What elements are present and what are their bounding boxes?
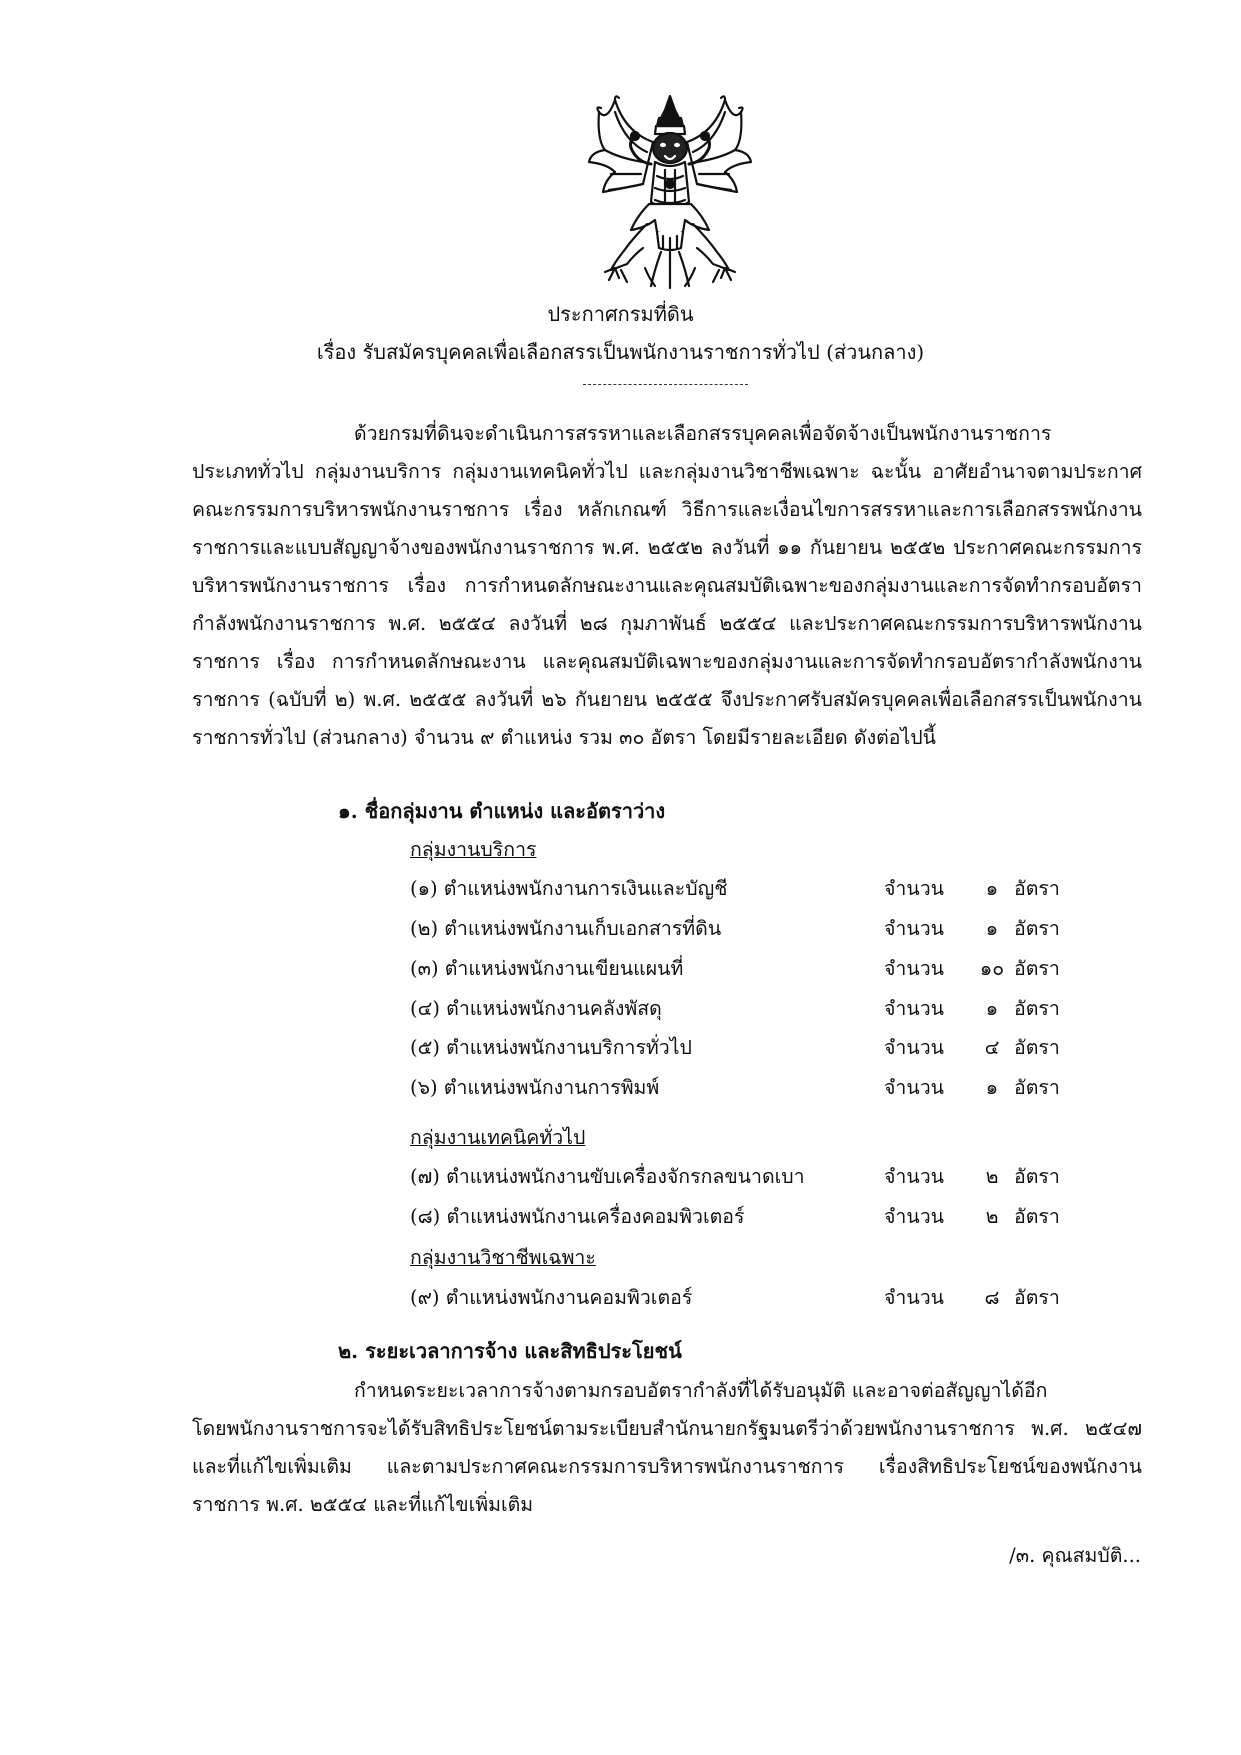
unit-label: อัตรา xyxy=(1014,1036,1060,1059)
unit-label: อัตรา xyxy=(1014,957,1060,980)
group-heading-technical: กลุ่มงานเทคนิคทั่วไป xyxy=(410,1126,586,1149)
position-row xyxy=(410,1161,1060,1197)
announcement-subject: เรื่อง รับสมัครบุคคลเพื่อเลือกสรรเป็นพนักงานราชการทั่วไป (ส่วนกลาง) xyxy=(316,340,925,364)
unit-label: อัตรา xyxy=(1014,1165,1060,1188)
position-name: (๓) ตำแหน่งพนักงานเขียนแผนที่ xyxy=(410,957,684,980)
count-label: จำนวน xyxy=(884,1205,944,1228)
count-label: จำนวน xyxy=(884,1165,944,1188)
section-2-body: โดยพนักงานราชการจะได้รับสิทธิประโยชน์ตามระเบียบสำนักนายกรัฐมนตรีว่าด้วยพนักงานราชการ พ.ศ. ๒๕๔๗ และที่แก้ไขเพิ่มเติม และตามประกาศคณะกรรมการบริหารพนักงานราชการ เรื่องสิทธิประโยชน์ของพนักงานราชการ พ.ศ. ๒๕๕๔ และที่แก้ไขเพิ่มเติม xyxy=(192,1417,1142,1516)
position-name: (๖) ตำแหน่งพนักงานการพิมพ์ xyxy=(410,1076,660,1099)
continuation-note: /๓. คุณสมบัติ... xyxy=(1009,1544,1141,1567)
section-2-heading: ๒. ระยะเวลาการจ้าง และสิทธิประโยชน์ xyxy=(338,1339,682,1363)
count-label: จำนวน xyxy=(884,997,944,1020)
position-count: ๑ xyxy=(985,917,999,940)
intro-body: ประเภททั่วไป กลุ่มงานบริการ กลุ่มงานเทคนิคทั่วไป และกลุ่มงานวิชาชีพเฉพาะ ฉะนั้น อาศัยอำนาจตามประกาศคณะกรรมการบริหารพนักงานราชการ เรื่อง หลักเกณฑ์ วิธีการและเงื่อนไขการสรรหาและการเลือกสรรพนักงานราชการและแบบสัญญาจ้างของพนักงานราชการ พ.ศ. ๒๕๕๒ ลงวันที่ ๑๑ กันยายน ๒๕๕๒ ประกาศคณะกรรมการบริหารพนักงานราชการ เรื่อง การกำหนดลักษณะงานและคุณสมบัติเฉพาะของกลุ่มงานและการจัดทำกรอบอัตรากำลังพนักงานราชการ พ.ศ. ๒๕๕๔ ลงวันที่ ๒๘ กุมภาพันธ์ ๒๕๕๔ และประกาศคณะกรรมการบริหารพนักงานราชการ เรื่อง การกำหนดลักษณะงาน และคุณสมบัติเฉพาะของกลุ่มงานและการจัดทำกรอบอัตรากำลังพนักงานราชการ (ฉบับที่ ๒) พ.ศ. ๒๕๕๕ ลงวันที่ ๒๖ กันยายน ๒๕๕๕ จึงประกาศรับสมัครบุคคลเพื่อเลือกสรรเป็นพนักงานราชการทั่วไป (ส่วนกลาง) จำนวน ๙ ตำแหน่ง รวม ๓๐ อัตรา โดยมีรายละเอียด ดังต่อไปนี้ xyxy=(192,460,1142,749)
position-count: ๑ xyxy=(985,997,999,1020)
count-label: จำนวน xyxy=(884,1286,944,1309)
group-heading-professional: กลุ่มงานวิชาชีพเฉพาะ xyxy=(410,1246,596,1269)
position-row xyxy=(410,1201,1060,1237)
dashed-divider xyxy=(583,384,748,385)
position-row xyxy=(410,1072,1060,1108)
position-count: ๑ xyxy=(985,1076,999,1099)
count-label: จำนวน xyxy=(884,1076,944,1099)
position-name: (๗) ตำแหน่งพนักงานขับเครื่องจักรกลขนาดเบา xyxy=(410,1165,805,1188)
position-count: ๘ xyxy=(984,1286,1000,1309)
section-2-first-line: กำหนดระยะเวลาการจ้างตามกรอบอัตรากำลังที่ได้รับอนุมัติ และอาจต่อสัญญาได้อีก xyxy=(354,1379,1048,1402)
intro-first-line: ด้วยกรมที่ดินจะดำเนินการสรรหาและเลือกสรรบุคคลเพื่อจัดจ้างเป็นพนักงานราชการ xyxy=(354,422,1052,445)
section-2-paragraph xyxy=(192,1372,1142,1524)
position-name: (๙) ตำแหน่งพนักงานคอมพิวเตอร์ xyxy=(410,1286,693,1309)
position-count: ๒ xyxy=(985,1165,999,1188)
position-count: ๒ xyxy=(985,1205,999,1228)
section-1-heading: ๑. ชื่อกลุ่มงาน ตำแหน่ง และอัตราว่าง xyxy=(338,799,666,823)
position-row xyxy=(410,953,1060,989)
unit-label: อัตรา xyxy=(1014,997,1060,1020)
position-name: (๔) ตำแหน่งพนักงานคลังพัสดุ xyxy=(410,997,662,1020)
position-name: (๒) ตำแหน่งพนักงานเก็บเอกสารที่ดิน xyxy=(410,917,722,940)
position-row xyxy=(410,1032,1060,1068)
position-row xyxy=(410,913,1060,949)
position-count: ๔ xyxy=(984,1036,1000,1059)
position-row xyxy=(410,993,1060,1029)
position-name: (๕) ตำแหน่งพนักงานบริการทั่วไป xyxy=(410,1036,692,1059)
unit-label: อัตรา xyxy=(1014,917,1060,940)
position-name: (๑) ตำแหน่งพนักงานการเงินและบัญชี xyxy=(410,877,728,900)
position-name: (๘) ตำแหน่งพนักงานเครื่องคอมพิวเตอร์ xyxy=(410,1205,745,1228)
garuda-emblem-icon xyxy=(585,92,755,290)
position-count: ๑๐ xyxy=(979,957,1005,980)
count-label: จำนวน xyxy=(884,1036,944,1059)
count-label: จำนวน xyxy=(884,917,944,940)
group-heading-service: กลุ่มงานบริการ xyxy=(410,838,537,861)
unit-label: อัตรา xyxy=(1014,877,1060,900)
unit-label: อัตรา xyxy=(1014,1076,1060,1099)
count-label: จำนวน xyxy=(884,957,944,980)
unit-label: อัตรา xyxy=(1014,1286,1060,1309)
unit-label: อัตรา xyxy=(1014,1205,1060,1228)
announcement-title: ประกาศกรมที่ดิน xyxy=(547,302,694,326)
intro-paragraph xyxy=(192,415,1142,757)
count-label: จำนวน xyxy=(884,877,944,900)
position-row xyxy=(410,1282,1060,1318)
position-row xyxy=(410,873,1060,909)
position-count: ๑ xyxy=(985,877,999,900)
